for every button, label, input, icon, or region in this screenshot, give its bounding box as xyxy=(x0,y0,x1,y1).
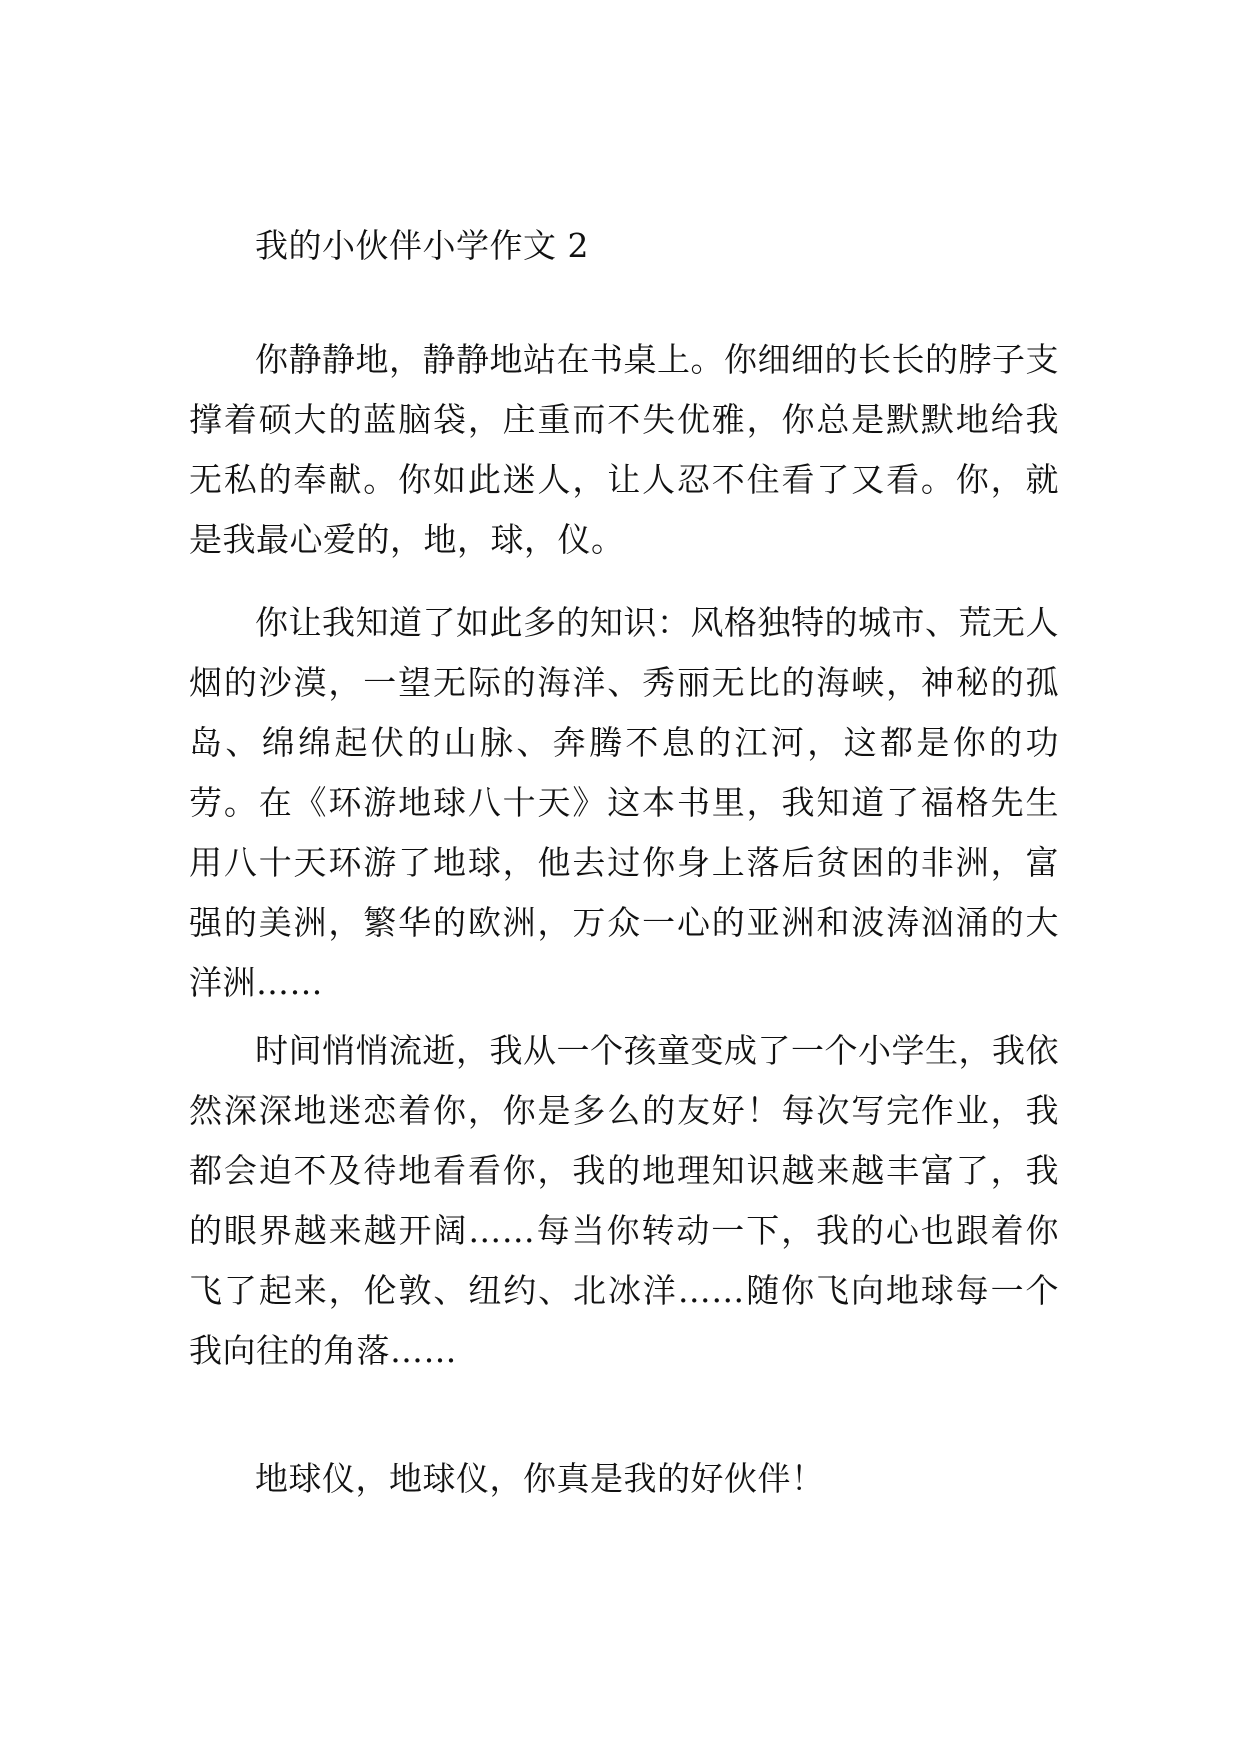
essay-title: 我的小伙伴小学作文 2 xyxy=(255,226,589,265)
essay-paragraph-3: 时间悄悄流逝，我从一个孩童变成了一个小学生，我依然深深地迷恋着你，你是多么的友好！每次写完作业，我都会迫不及待地看看你，我的地理知识越来越丰富了，我的眼界越来越开阔……每当你转动一下，我的心也跟着你飞了起来，伦敦、纽约、北冰洋……随你飞向地球每一个我向往的角落…… xyxy=(189,1031,1059,1370)
essay-paragraph-4: 地球仪，地球仪，你真是我的好伙伴！ xyxy=(255,1459,825,1498)
essay-paragraph-2: 你让我知道了如此多的知识：风格独特的城市、荒无人烟的沙漠，一望无际的海洋、秀丽无比的海峡，神秘的孤岛、绵绵起伏的山脉、奔腾不息的江河，这都是你的功劳。在《环游地球八十天》这本书里，我知道了福格先生用八十天环游了地球，他去过你身上落后贫困的非洲，富强的美洲，繁华的欧洲，万众一心的亚洲和波涛汹涌的大洋洲…… xyxy=(189,603,1059,1002)
essay-paragraph-1: 你静静地，静静地站在书桌上。你细细的长长的脖子支撑着硕大的蓝脑袋，庄重而不失优雅，你总是默默地给我无私的奉献。你如此迷人，让人忍不住看了又看。你，就是我最心爱的，地，球，仪。 xyxy=(189,340,1059,559)
